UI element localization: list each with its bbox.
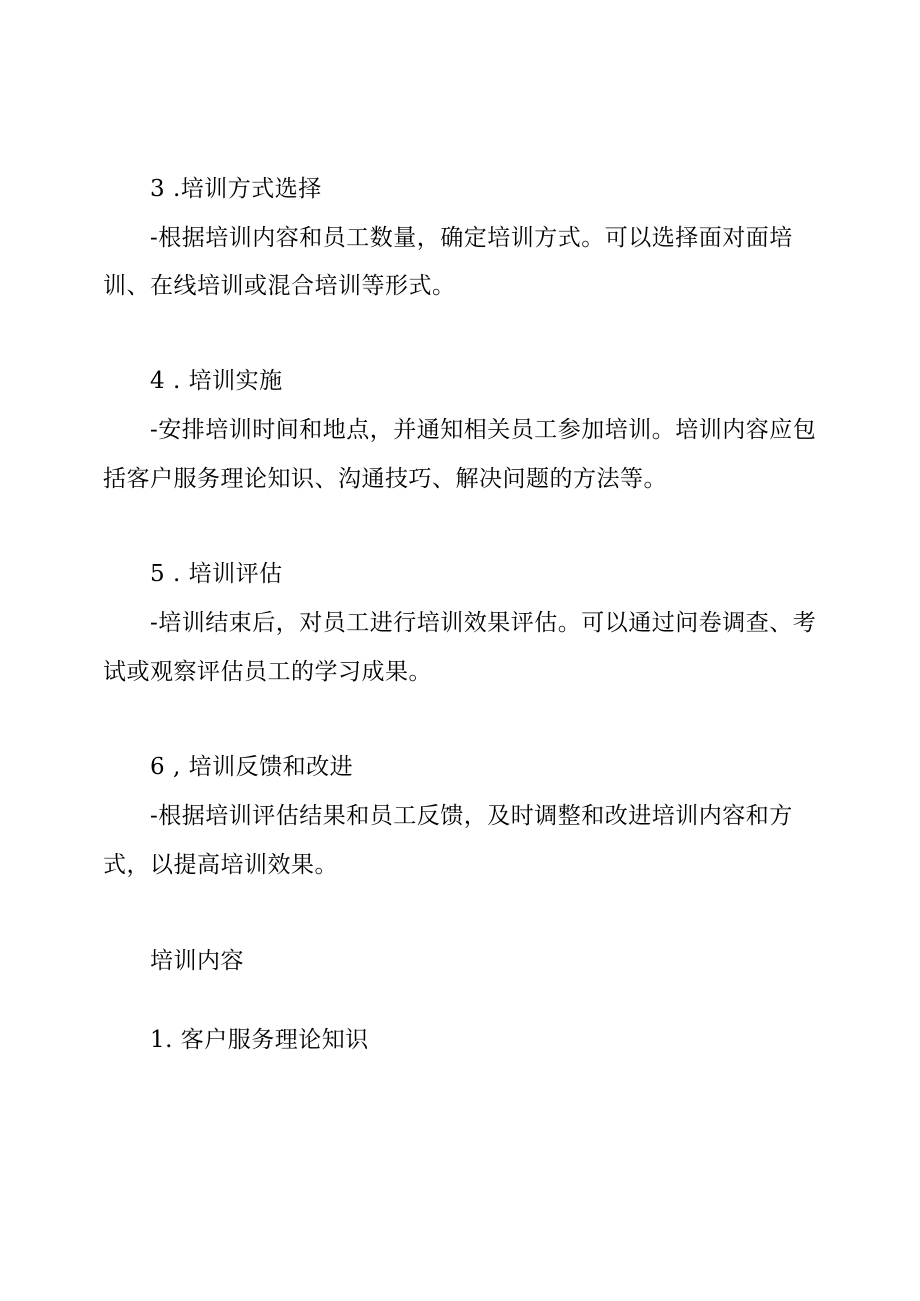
section-4-body-line-1: -安排培训时间和地点，并通知相关员工参加培训。培训内容应包 (150, 417, 817, 443)
section-6-body-line-2: 式，以提高培训效果。 (103, 852, 338, 878)
section-6-body-line-1: -根据培训评估结果和员工反馈，及时调整和改进培训内容和方 (150, 803, 793, 829)
section-3-body-line-1: -根据培训内容和员工数量，确定培训方式。可以选择面对面培 (150, 225, 793, 251)
section-5-body-line-2: 试或观察评估员工的学习成果。 (103, 659, 432, 685)
content-item-1: 1. 客户服务理论知识 (150, 1027, 369, 1053)
section-4-heading: 4 . 培训实施 (150, 368, 283, 394)
section-5-heading: 5 . 培训评估 (150, 561, 283, 587)
section-3-heading: 3 .培训方式选择 (150, 176, 322, 202)
section-4-body-line-2: 括客户服务理论知识、沟通技巧、解决问题的方法等。 (103, 466, 667, 492)
section-3-body-line-2: 训、在线培训或混合培训等形式。 (103, 273, 456, 299)
section-6-heading: 6 , 培训反馈和改进 (150, 754, 354, 780)
section-5-body-line-1: -培训结束后，对员工进行培训效果评估。可以通过问卷调查、考 (150, 610, 817, 636)
content-title: 培训内容 (150, 948, 244, 974)
